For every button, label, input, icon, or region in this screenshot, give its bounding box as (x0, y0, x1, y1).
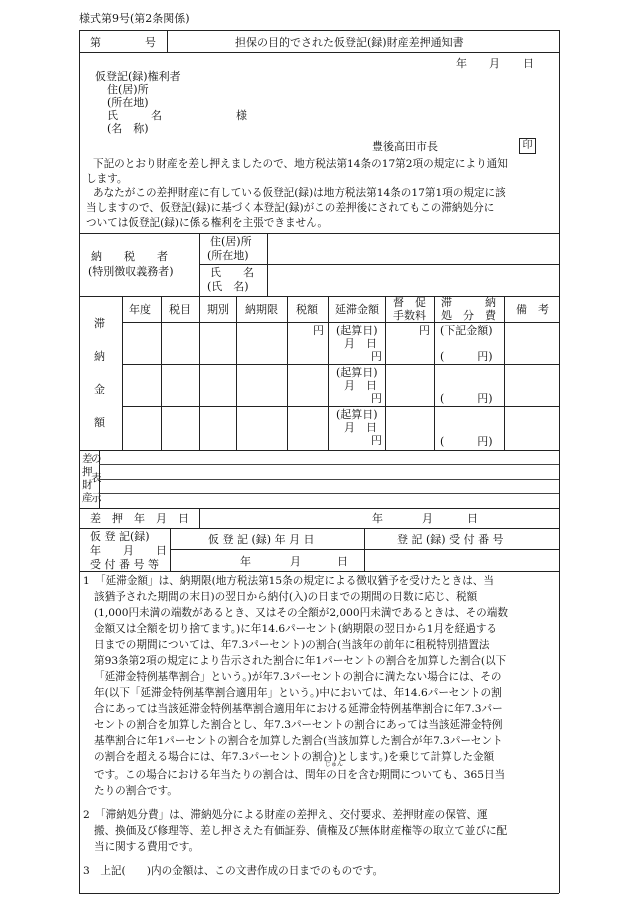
seized-label-2: 押 (82, 466, 93, 478)
arrears-col-6 (385, 296, 386, 450)
reg-date-year: 年 (240, 555, 251, 568)
col-demand-1: 督 促 (393, 296, 426, 309)
col-tax-amount: 税額 (296, 303, 318, 316)
addressee-title: 仮登記(録)権利者 (95, 70, 181, 83)
reg-label-2: 年 月 日 (90, 544, 167, 557)
row2-month-day: 月 日 (344, 379, 377, 392)
note1-line-1: 1 「延滞金額」は、納期限(地方税法第15条の規定による徴収猶予を受けたときは、当 (83, 575, 495, 587)
note1-line-13: です。この場合における年当たりの割合は、閏年の日を含む期間についても、365日当 (94, 769, 506, 781)
seized-label-7: 示 (91, 492, 102, 504)
row2-late-yen: 円 (371, 392, 382, 405)
seizure-date-divider (199, 508, 200, 528)
date-day: 日 (523, 57, 534, 70)
row2-proc-yen: ( 円) (440, 392, 493, 405)
taxpayer-divider-2 (267, 233, 268, 296)
taxpayer-label: 納 税 者 (91, 250, 168, 263)
note2-line-3: 当に関する費用です。 (94, 841, 200, 853)
reg-date-month: 月 (290, 555, 301, 568)
col-proc-fee-2: 処 分 費 (441, 309, 496, 322)
registration-mid-line (170, 549, 559, 550)
notice-p2-line1: あなたがこの差押財産に有している仮登記(録)は地方税法第14条の17第1項の規定に該 (93, 187, 506, 199)
note1-line-9: 合にあっては当該延滞金特例基準割合適用年における延滞金特例基準割合に年7.3パー (94, 703, 503, 715)
arrears-side-2: 納 (94, 350, 105, 363)
addressee-name-label: 氏 名 (107, 109, 162, 122)
taxpayer-top-line (79, 233, 559, 234)
notice-p1-line2: します。 (86, 173, 128, 185)
reg-col-number: 登 記 (録) 受 付 番 号 (397, 533, 504, 546)
arrears-col-3 (236, 296, 237, 450)
reg-date-day: 日 (337, 555, 348, 568)
taxpayer-name-label-2: (氏 名) (207, 280, 249, 293)
notice-p2-line2: 当しますので、仮登記(録)に基づく本登記(録)がこの差押後にされてもこの滞納処分に (86, 202, 495, 214)
note2-line-1: 2 「滞納処分費」は、滞納処分による財産の差押え、交付要求、差押財産の保管、運 (83, 809, 488, 821)
arrears-col-1 (161, 296, 162, 450)
note1-line-8: 年(以下「延滞金特例基準割合適用年」という。)中においては、年14.6パーセントの割 (94, 687, 502, 699)
col-remarks: 備 考 (516, 303, 549, 316)
arrears-col-8 (504, 296, 505, 450)
taxpayer-location-label: (所在地) (207, 249, 249, 262)
col-deadline: 納期限 (245, 303, 278, 316)
document-number: 第 号 (90, 36, 156, 49)
row1-proc-yen: ( 円) (440, 350, 493, 363)
row1-start-date: (起算日) (336, 324, 378, 337)
arrears-row2-line (122, 406, 559, 407)
taxpayer-divider-1 (199, 233, 200, 296)
row1-late-yen: 円 (371, 350, 382, 363)
col-tax-item: 税目 (169, 303, 191, 316)
note1-line-4: 金額又は全額を切り捨てます。)に年14.6パーセント(納期限の翌日から1月を経過する (94, 623, 498, 635)
seizure-date-year: 年 (372, 512, 383, 525)
note1-line-2: 該猶予された期間の末日)の翌日から納付(入)の日までの期間の日数に応じ、税額 (94, 591, 478, 603)
note1-line-3: (1,000円未満の端数があるとき、又はその全額が2,000円未満であるときは、その端数 (94, 607, 508, 619)
form-number-label: 様式第9号(第2条関係) (79, 12, 190, 25)
frame-bottom (79, 893, 559, 894)
note3-line: 3 上記( )内の金額は、この文書作成の日までのものです。 (83, 865, 384, 877)
note1-line-6: 第93条第2項の規定により告示された割合に年1パーセントの割合を加算した割合(以下 (94, 655, 507, 667)
row2-start-date: (起算日) (336, 366, 378, 379)
addressee-sama: 様 (236, 109, 247, 122)
note1-line-5: 日までの期間については、年7.3パーセント)の割合(当該年の前年に租税特別措置法 (94, 639, 490, 651)
seized-label-6: 表 (91, 472, 102, 484)
reg-label-3: 受 付 番 号 等 (90, 558, 159, 571)
note1-line-7: 「延滞金特例基準割合」という。)が年7.3パーセントの割合に満たない場合には、その (94, 671, 502, 683)
header-bottom-line (79, 52, 559, 53)
col-late-fee: 延滞金額 (335, 303, 379, 316)
addressee-org-name: (名 称) (107, 122, 149, 135)
addressee-address: 住(居)所 (107, 83, 149, 96)
arrears-side-1: 滞 (94, 317, 105, 330)
arrears-header-line (122, 322, 559, 323)
arrears-side-3: 金 (94, 383, 105, 396)
document-title: 担保の目的でされた仮登記(録)財産差押通知書 (235, 36, 464, 49)
col-proc-fee-1: 滞 納 (441, 296, 496, 309)
row1-demand-yen: 円 (419, 324, 430, 337)
col-period: 期別 (207, 303, 229, 316)
seized-bottom-line (79, 508, 559, 509)
taxpayer-mid-line (199, 264, 559, 265)
ruby-jun: じゅん (325, 761, 344, 768)
arrears-side-4: 額 (94, 416, 105, 429)
arrears-col-0 (122, 296, 123, 450)
date-month: 月 (489, 57, 500, 70)
frame-right (559, 30, 560, 893)
row1-tax-yen: 円 (313, 324, 324, 337)
reg-col-date: 仮 登 記 (録) 年 月 日 (208, 533, 315, 546)
col-fiscal-year: 年度 (129, 303, 151, 316)
seizure-date-month: 月 (422, 512, 433, 525)
col-demand-2: 手数料 (393, 309, 426, 322)
reg-label-1: 仮 登 記(録) (90, 530, 150, 543)
frame-left (79, 30, 80, 893)
row1-month-day: 月 日 (344, 337, 377, 350)
seized-line-3 (99, 493, 559, 494)
note1-line-11: 基準割合に年1パーセントの割合を加算した割合(当該加算した割合が年7.3パーセント (94, 735, 503, 747)
seized-line-2 (99, 479, 559, 480)
seized-label-4: 産 (82, 492, 93, 504)
registration-bottom-line (79, 571, 559, 572)
arrears-col-4 (287, 296, 288, 450)
seizure-date-label: 差 押 年 月 日 (90, 512, 189, 525)
seized-label-1: 差 (82, 453, 93, 465)
row3-late-yen: 円 (371, 434, 382, 447)
note1-line-10: セントの割合を加算した割合とし、年7.3パーセントの割合にあっては当該延滞金特例 (94, 719, 503, 731)
special-collector-label: (特別徴収義務者) (88, 265, 174, 278)
date-year: 年 (456, 57, 467, 70)
row3-month-day: 月 日 (344, 421, 377, 434)
arrears-row1-line (122, 364, 559, 365)
row3-proc-yen: ( 円) (440, 435, 493, 448)
arrears-col-2 (199, 296, 200, 450)
notice-p1-line1: 下記のとおり財産を差し押えましたので、地方税法第14条の17第2項の規定により通知 (93, 158, 508, 170)
seal-box: 印 (519, 138, 536, 154)
row3-start-date: (起算日) (336, 408, 378, 421)
arrears-col-7 (434, 296, 435, 450)
seizure-date-day: 日 (467, 512, 478, 525)
seized-label-3: 財 (82, 479, 93, 491)
arrears-bottom-line (79, 450, 559, 451)
seizure-date-bottom-line (79, 528, 559, 529)
taxpayer-name-label: 氏 名 (210, 266, 254, 279)
addressee-location: (所在地) (107, 96, 149, 109)
taxpayer-address-label: 住(居)所 (210, 235, 252, 248)
note1-line-14: たりの割合です。 (94, 785, 178, 797)
header-divider (167, 30, 168, 52)
notice-p2-line3: ついては仮登記(録)に係る権利を主張できません。 (86, 217, 328, 229)
seized-label-5: の (91, 453, 102, 465)
arrears-col-5 (328, 296, 329, 450)
note1-line-12: の割合を超える場合には、年7.3パーセントの割合)とします。)を乗じて計算した金額 (94, 751, 495, 763)
note2-line-2: 搬、換価及び修理等、差し押さえた有価証券、債権及び無体財産権等の取立て並びに配 (94, 825, 508, 837)
issuer-name: 豊後高田市長 (372, 140, 438, 153)
row1-below-amount: (下記金額) (440, 324, 493, 337)
seized-line-1 (99, 464, 559, 465)
frame-top (79, 30, 559, 31)
